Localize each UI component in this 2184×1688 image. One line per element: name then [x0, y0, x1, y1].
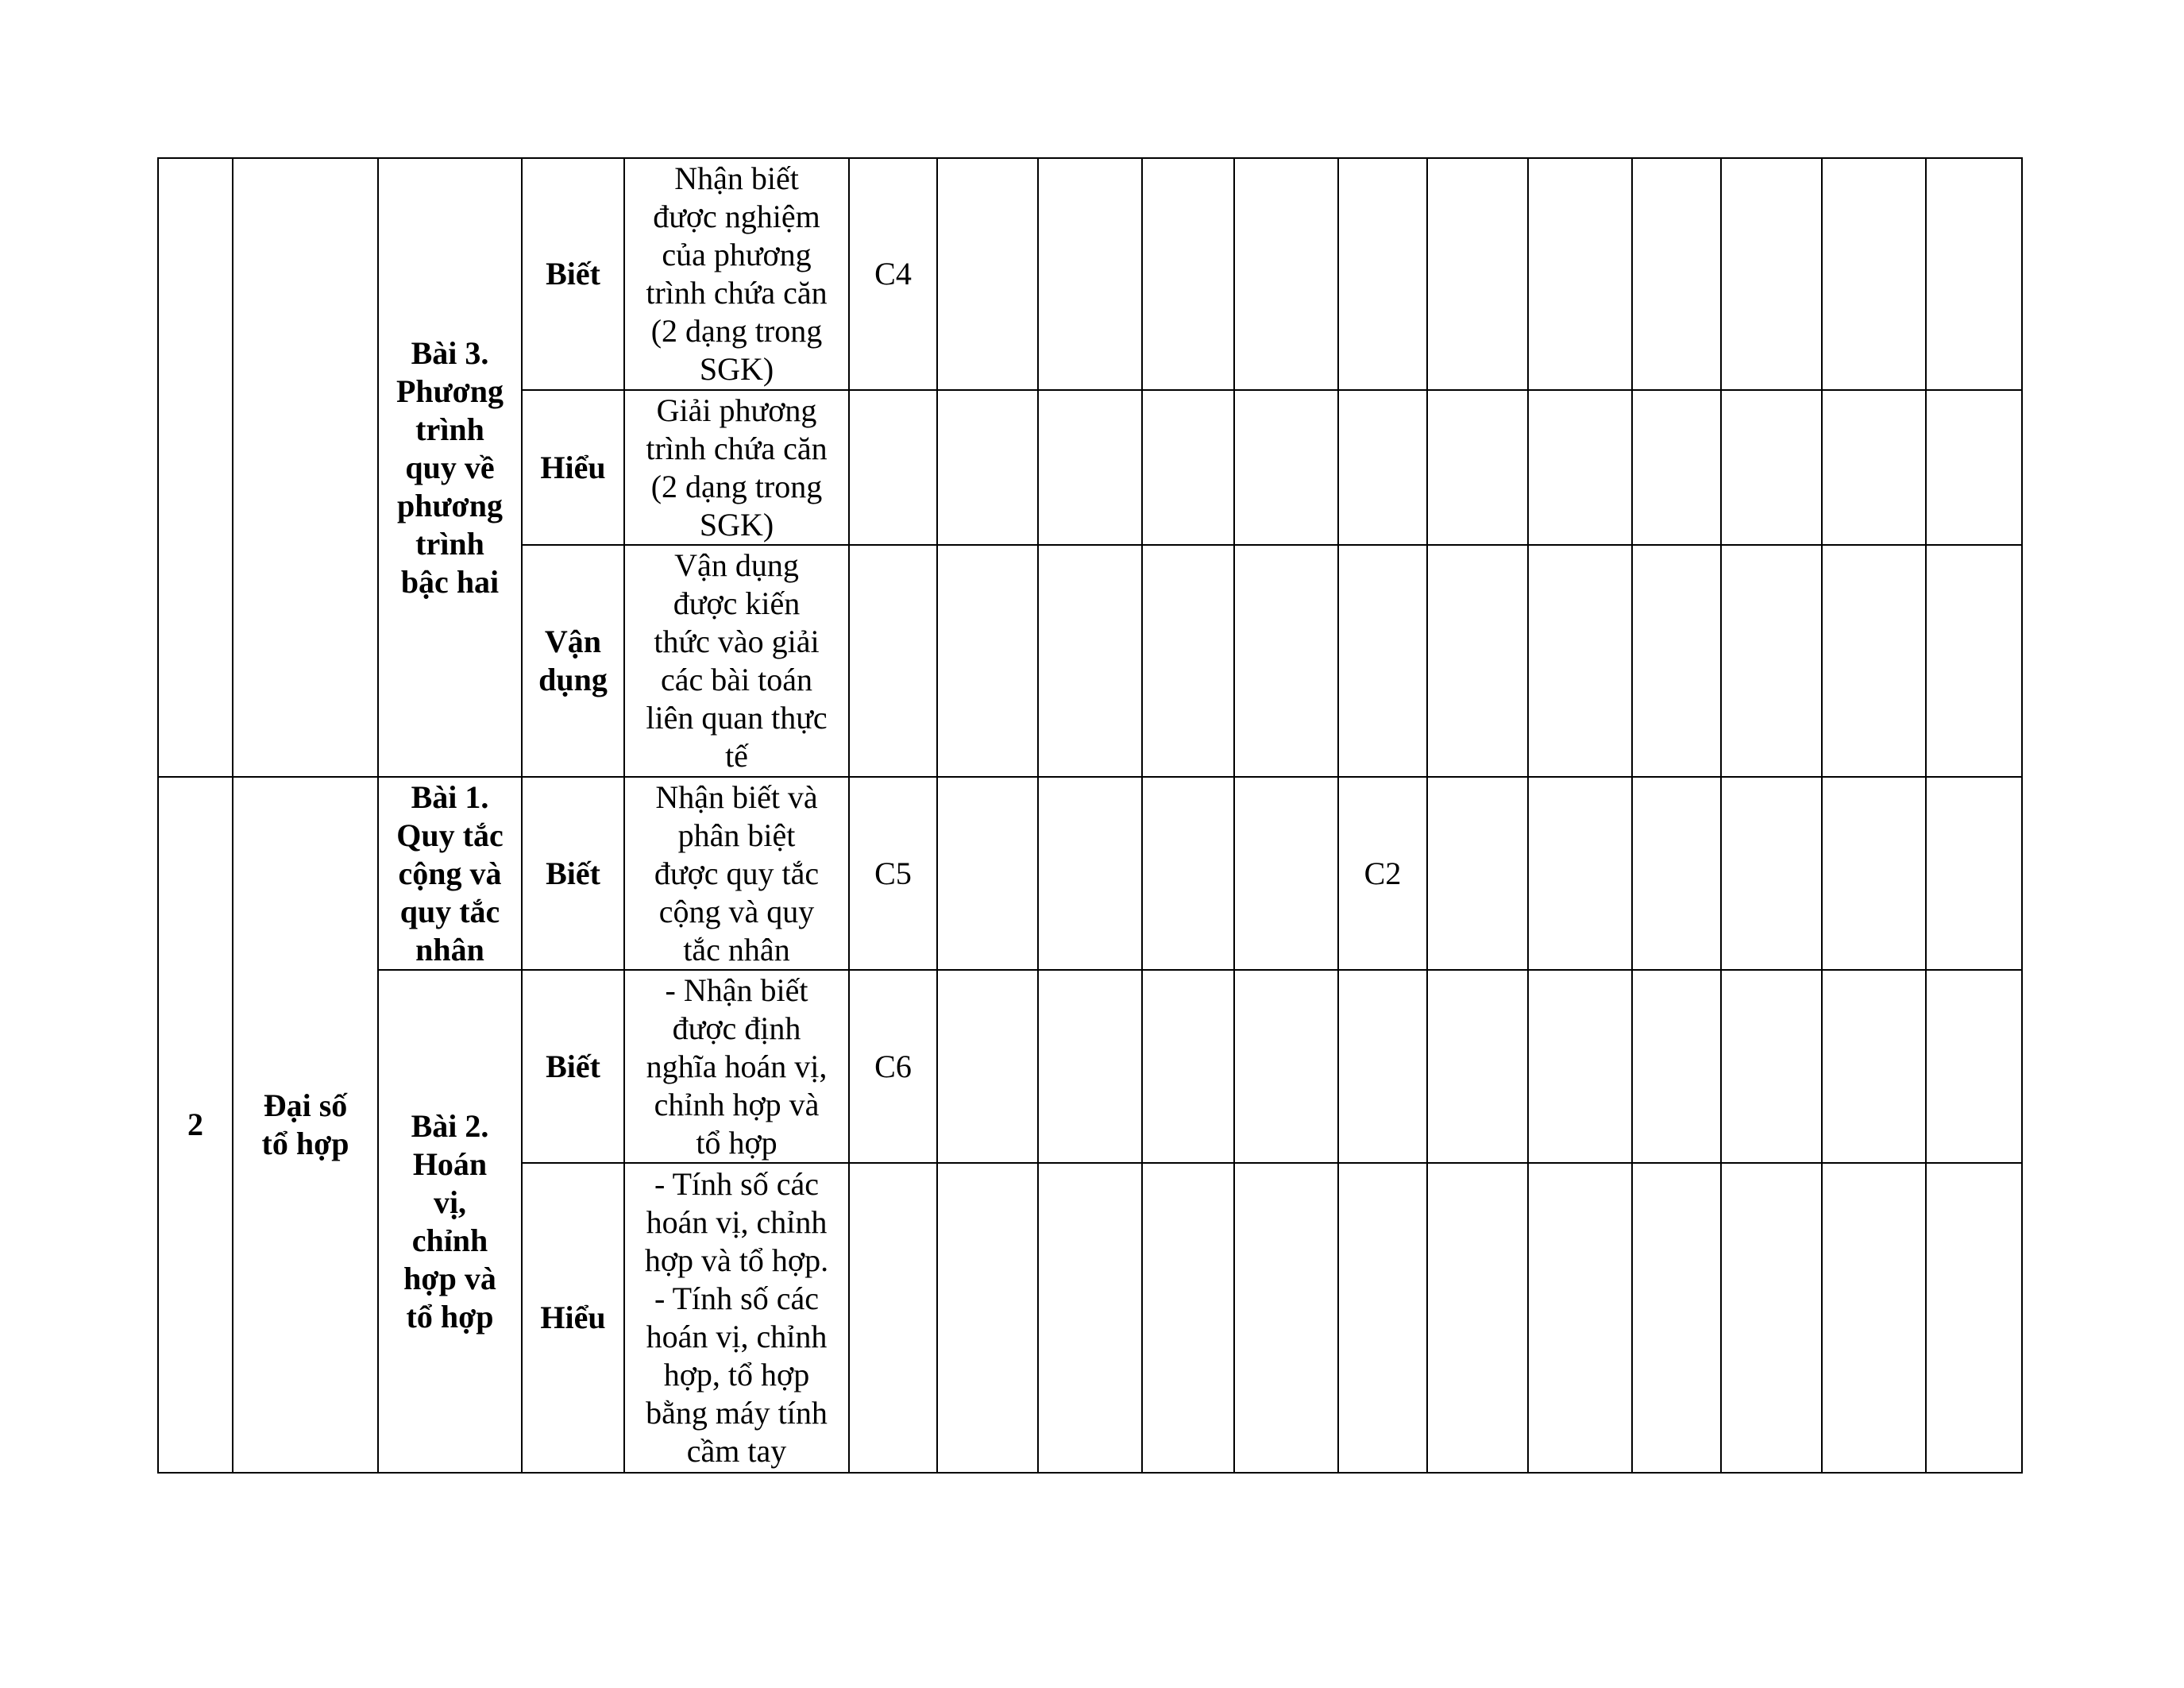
desc-line: phân biệt	[677, 817, 796, 853]
lesson-title-line: tổ hợp	[406, 1298, 494, 1335]
lesson-title-line: quy về	[405, 449, 495, 485]
empty-cell	[1142, 777, 1234, 970]
desc-line: (2 dạng trong	[650, 313, 823, 349]
empty-cell	[1234, 158, 1338, 390]
cognitive-level-cell	[522, 158, 624, 390]
desc-line: (2 dạng trong	[650, 468, 823, 504]
desc-line: cộng và quy	[658, 893, 815, 929]
empty-cell	[1528, 777, 1632, 970]
desc-line: - Tính số các	[654, 1280, 819, 1316]
desc-line: hợp, tổ hợp	[663, 1357, 810, 1393]
empty-cell	[1528, 390, 1632, 545]
requirement-description-cell	[624, 158, 849, 390]
empty-cell	[1632, 1163, 1721, 1473]
empty-cell	[1038, 545, 1142, 777]
level-line: Vận	[544, 624, 602, 659]
topic-name-line: tổ hợp	[261, 1126, 349, 1161]
cognitive-level-cell	[522, 390, 624, 545]
empty-cell	[1822, 970, 1926, 1163]
empty-cell	[1528, 158, 1632, 390]
empty-cell	[1234, 545, 1338, 777]
topic-name-cell-empty	[233, 158, 378, 777]
empty-cell	[1234, 390, 1338, 545]
desc-line: chỉnh hợp và	[654, 1086, 820, 1122]
empty-cell	[1926, 1163, 2022, 1473]
empty-cell	[1528, 545, 1632, 777]
lesson-title-line: trình	[415, 411, 484, 447]
cognitive-level-cell	[522, 1163, 624, 1473]
lesson-title-line: quy tắc	[399, 893, 500, 929]
empty-cell	[1528, 1163, 1632, 1473]
desc-line: của phương	[662, 237, 812, 272]
empty-cell	[1721, 390, 1822, 545]
lesson-title-line: Hoán	[412, 1145, 488, 1182]
topic-name-line: Đại số	[263, 1087, 348, 1123]
empty-cell	[1926, 158, 2022, 390]
topic-name-cell	[233, 777, 378, 1473]
empty-cell	[1632, 158, 1721, 390]
lesson-title-line: trình	[415, 525, 484, 562]
desc-line: trình chứa căn	[646, 430, 828, 466]
empty-cell	[1142, 158, 1234, 390]
lesson-title-line: phương	[397, 487, 503, 523]
question-code-cell	[849, 390, 937, 545]
requirement-description-cell	[624, 545, 849, 777]
empty-cell	[1427, 777, 1528, 970]
requirement-description-cell	[624, 1163, 849, 1473]
cognitive-level-cell	[522, 970, 624, 1163]
empty-cell	[1038, 390, 1142, 545]
desc-line: bằng máy tính	[646, 1395, 828, 1431]
desc-line: được quy tắc	[654, 855, 820, 891]
table-row	[158, 158, 2022, 390]
empty-cell	[1234, 777, 1338, 970]
empty-cell	[937, 777, 1038, 970]
desc-line: - Tính số các	[654, 1166, 819, 1202]
desc-line: các bài toán	[661, 662, 812, 697]
essay-code-cell	[1338, 390, 1427, 545]
desc-line: được định	[672, 1010, 801, 1046]
empty-cell	[1142, 970, 1234, 1163]
empty-cell	[1926, 970, 2022, 1163]
empty-cell	[1822, 1163, 1926, 1473]
empty-cell	[937, 390, 1038, 545]
desc-line: cầm tay	[686, 1433, 787, 1469]
empty-cell	[1038, 158, 1142, 390]
desc-line: - Nhận biết	[665, 971, 808, 1008]
lesson-title-line: hợp và	[403, 1260, 496, 1296]
essay-code-cell	[1338, 1163, 1427, 1473]
desc-line: trình chứa căn	[646, 275, 828, 311]
level-line: Hiểu	[540, 1300, 606, 1335]
question-code-cell	[849, 545, 937, 777]
empty-cell	[937, 970, 1038, 1163]
empty-cell	[1427, 545, 1528, 777]
empty-cell	[1632, 545, 1721, 777]
desc-line: tế	[725, 738, 748, 774]
essay-code-cell	[1338, 158, 1427, 390]
topic-number-cell-empty	[158, 158, 233, 777]
desc-line: tổ hợp	[696, 1124, 778, 1161]
desc-line: SGK)	[699, 506, 774, 543]
level-line: dụng	[538, 662, 608, 697]
lesson-title-line: Bài 1.	[411, 778, 489, 815]
empty-cell	[1038, 777, 1142, 970]
lesson-title-line: bậc hai	[400, 563, 500, 600]
requirement-description-cell	[624, 970, 849, 1163]
empty-cell	[1427, 1163, 1528, 1473]
level-line: Hiểu	[540, 449, 606, 485]
desc-line: hợp và tổ hợp.	[644, 1242, 829, 1278]
lesson-title-cell	[378, 777, 522, 970]
lesson-title-line: cộng và	[398, 855, 502, 891]
lesson-title-line: Phương	[396, 373, 504, 409]
empty-cell	[1427, 158, 1528, 390]
empty-cell	[1721, 777, 1822, 970]
desc-line: Nhận biết	[674, 160, 799, 196]
empty-cell	[1822, 545, 1926, 777]
level-line: Biết	[546, 855, 600, 891]
lesson-title-line: nhân	[415, 931, 484, 968]
requirement-description-cell	[624, 390, 849, 545]
empty-cell	[1038, 1163, 1142, 1473]
empty-cell	[1721, 970, 1822, 1163]
desc-line: được kiến	[673, 585, 801, 621]
assessment-matrix-table	[157, 157, 2023, 1474]
lesson-title-line: Quy tắc	[396, 817, 504, 853]
essay-code-cell	[1338, 970, 1427, 1163]
empty-cell	[1427, 390, 1528, 545]
empty-cell	[1822, 390, 1926, 545]
empty-cell	[1528, 970, 1632, 1163]
essay-code-cell: C2	[1338, 777, 1427, 970]
desc-line: Vận dụng	[674, 547, 799, 583]
lesson-title-line: vị,	[433, 1184, 467, 1220]
lesson-title-line: Bài 3.	[411, 334, 489, 371]
empty-cell	[1632, 777, 1721, 970]
empty-cell	[1822, 158, 1926, 390]
lesson-title-cell	[378, 158, 522, 777]
empty-cell	[937, 158, 1038, 390]
essay-code-cell	[1338, 545, 1427, 777]
level-line: Biết	[546, 1048, 600, 1084]
question-code-cell	[849, 1163, 937, 1473]
empty-cell	[1822, 777, 1926, 970]
desc-line: SGK)	[699, 351, 774, 387]
empty-cell	[1632, 390, 1721, 545]
empty-cell	[1926, 545, 2022, 777]
desc-line: nghĩa hoán vị,	[646, 1048, 828, 1084]
desc-line: thức vào giải	[654, 624, 820, 659]
desc-line: hoán vị, chỉnh	[646, 1204, 828, 1240]
desc-line: Giải phương	[656, 392, 817, 428]
empty-cell	[1721, 158, 1822, 390]
desc-line: được nghiệm	[653, 199, 820, 234]
empty-cell	[937, 1163, 1038, 1473]
requirement-description-cell	[624, 777, 849, 970]
question-code-cell: C6	[849, 970, 937, 1163]
empty-cell	[937, 545, 1038, 777]
empty-cell	[1632, 970, 1721, 1163]
cognitive-level-cell	[522, 777, 624, 970]
empty-cell	[1926, 390, 2022, 545]
lesson-title-line: chỉnh	[411, 1222, 488, 1258]
cognitive-level-cell	[522, 545, 624, 777]
level-line: Biết	[546, 256, 600, 292]
empty-cell	[1926, 777, 2022, 970]
table-row	[158, 970, 2022, 1163]
empty-cell	[1427, 970, 1528, 1163]
question-code-cell: C5	[849, 777, 937, 970]
question-code-cell: C4	[849, 158, 937, 390]
empty-cell	[1038, 970, 1142, 1163]
desc-line: tắc nhân	[683, 931, 790, 968]
desc-line: Nhận biết và	[655, 778, 818, 815]
desc-line: liên quan thực	[646, 700, 828, 736]
lesson-title-cell	[378, 970, 522, 1473]
empty-cell	[1234, 1163, 1338, 1473]
empty-cell	[1721, 1163, 1822, 1473]
empty-cell	[1142, 1163, 1234, 1473]
lesson-title-line: Bài 2.	[411, 1107, 489, 1144]
empty-cell	[1142, 390, 1234, 545]
table-row	[158, 777, 2022, 970]
empty-cell	[1234, 970, 1338, 1163]
empty-cell	[1142, 545, 1234, 777]
desc-line: hoán vị, chỉnh	[646, 1319, 828, 1354]
empty-cell	[1721, 545, 1822, 777]
topic-number-cell: 2	[158, 777, 233, 1473]
